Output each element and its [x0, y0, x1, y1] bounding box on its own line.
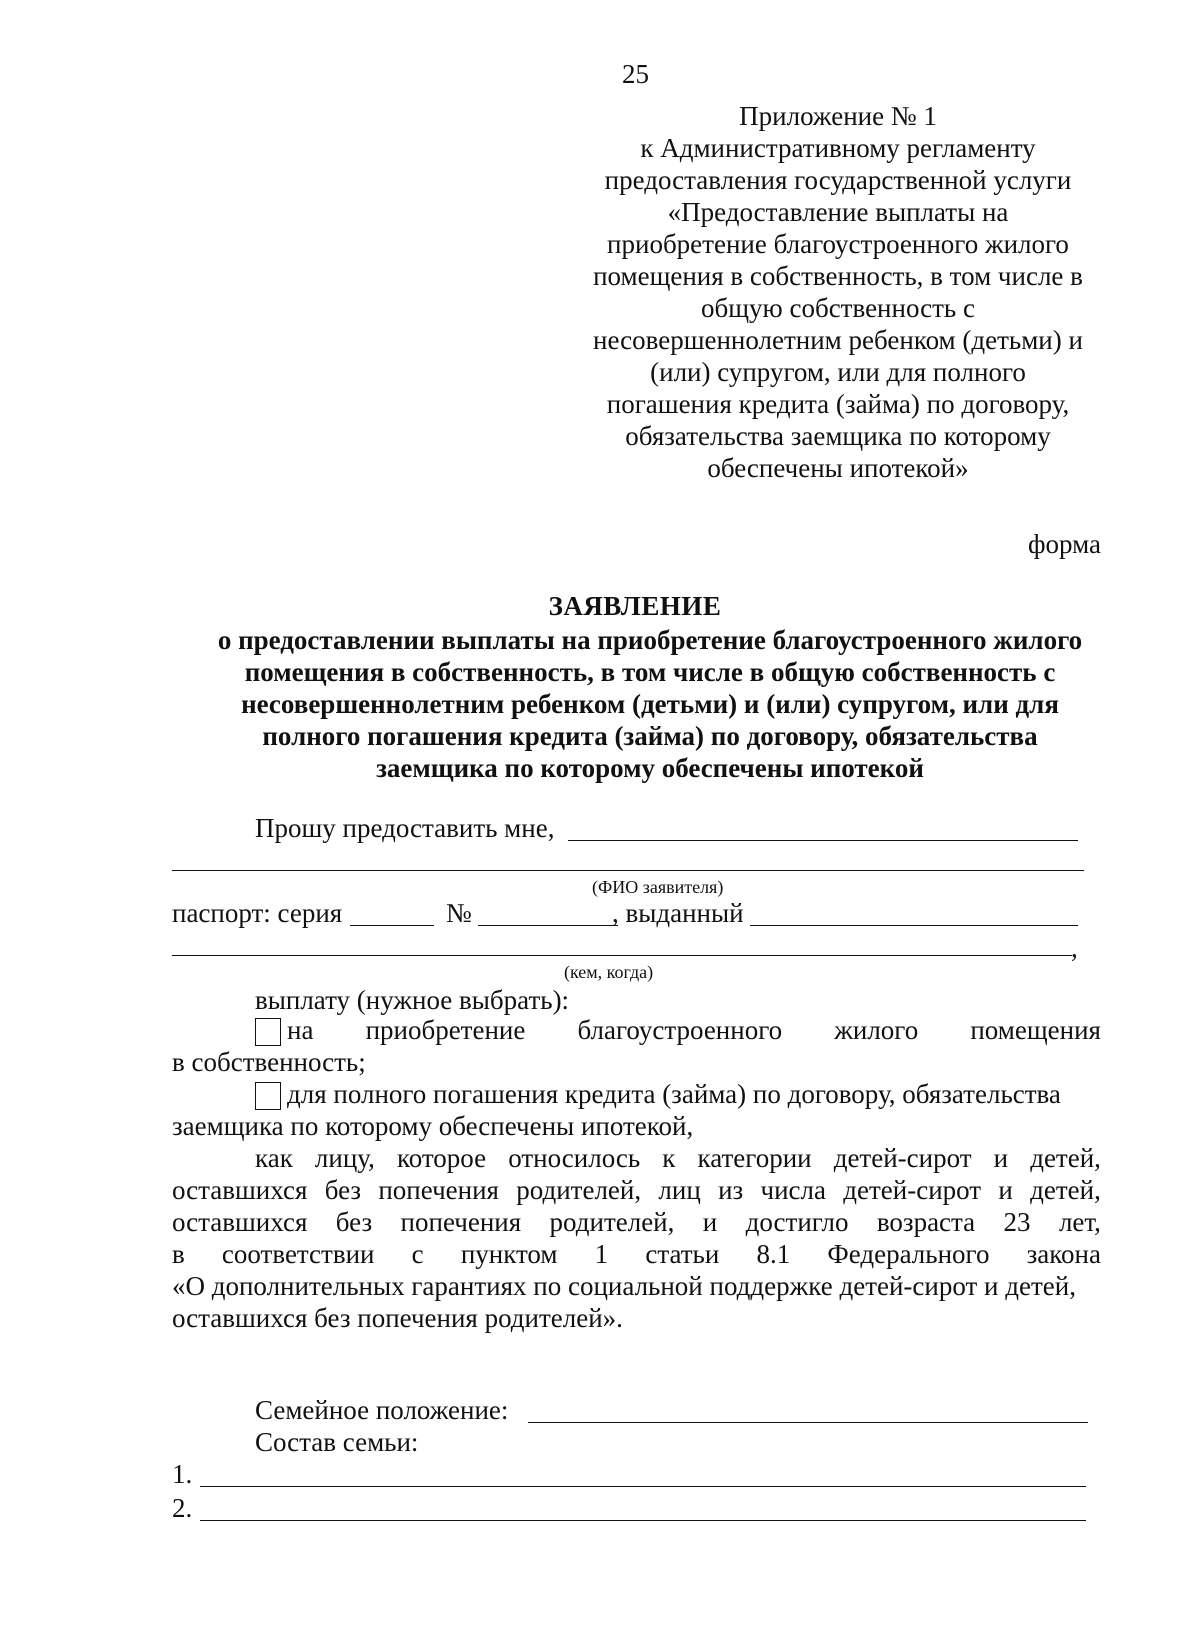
number-sign: № [446, 898, 472, 928]
word: статьи [645, 1239, 720, 1269]
payment-choice-intro: выплату (нужное выбрать): [255, 985, 570, 1015]
word: с [411, 1239, 424, 1269]
paragraph-line: оставшихся без попечения родителей». [172, 1303, 623, 1333]
word: лет, [1058, 1207, 1101, 1237]
passport-label: паспорт: серия [172, 898, 343, 928]
word: родителей, [516, 1175, 642, 1205]
appendix-line: приобретение благоустроенного жилого [607, 229, 1069, 259]
subtitle-line: о предоставлении выплаты на приобретение благоустроенного жилого [217, 625, 1083, 655]
appendix-line: обязательства заемщика по которому [625, 421, 1051, 451]
paragraph-line: «О дополнительных гарантиях по социальной поддержке детей-сирот и детей, [172, 1271, 1076, 1301]
word: и [993, 1143, 1009, 1173]
family-item-number: 1. [172, 1459, 193, 1489]
word: попечения [378, 1175, 499, 1205]
word: Федерального [827, 1239, 990, 1269]
family-member-field-2[interactable] [200, 1520, 1086, 1521]
passport-number-field[interactable] [478, 925, 618, 926]
paragraph-line [172, 1206, 1101, 1238]
word: в [172, 1239, 185, 1269]
subtitle-line: несовершеннолетним ребенком (детьми) и (или) супругом, или для [241, 689, 1059, 719]
who-when-caption: (кем, когда) [564, 962, 654, 982]
appendix-line: к Административному регламенту [640, 133, 1036, 163]
issued-label: , выданный [612, 898, 744, 928]
word: относилось [508, 1143, 641, 1173]
passport-series-field[interactable] [350, 925, 434, 926]
word: без [324, 1175, 362, 1205]
word: соответствии [221, 1239, 375, 1269]
word: на [287, 1015, 314, 1045]
form-label: форма [1028, 529, 1101, 559]
word: как [255, 1143, 293, 1173]
word: и [702, 1207, 718, 1237]
document-subtitle [150, 624, 1150, 784]
word: из [718, 1175, 744, 1205]
word: жилого [834, 1015, 919, 1045]
word: детей-сирот [843, 1175, 982, 1205]
applicant-name-field[interactable] [568, 840, 1078, 841]
request-prefix: Прошу предоставить мне, [255, 813, 555, 843]
appendix-line: общую собственность с [701, 293, 975, 323]
word: детей, [1030, 1143, 1101, 1173]
appendix-line: «Предоставление выплаты на [667, 197, 1009, 227]
paragraph-line [172, 1174, 1101, 1206]
word: благоустроенного [577, 1015, 783, 1045]
option-mortgage-line2: заемщика по которому обеспечены ипотекой, [172, 1111, 694, 1141]
document-title: ЗАЯВЛЕНИЕ [548, 591, 722, 621]
word: 23 [1003, 1207, 1031, 1237]
word: помещения [970, 1015, 1101, 1045]
option-purchase-line [287, 1014, 1101, 1046]
appendix-line: предоставления государственной услуги [604, 165, 1072, 195]
paragraph-line [255, 1142, 1101, 1174]
word: детей-сирот [833, 1143, 972, 1173]
word: попечения [400, 1207, 522, 1237]
applicant-name-field-cont[interactable] [172, 870, 1084, 871]
subtitle-line: заемщика по которому обеспечены ипотекой [376, 753, 924, 783]
appendix-line: погашения кредита (займа) по договору, [606, 389, 1070, 419]
word: оставшихся [172, 1175, 308, 1205]
option-purchase-checkbox[interactable] [255, 1018, 281, 1046]
word: возраста [876, 1207, 976, 1237]
word: лицу, [314, 1143, 375, 1173]
word: которое [396, 1143, 487, 1173]
word: 8.1 [756, 1239, 791, 1269]
word: без [335, 1207, 373, 1237]
page-number: 25 [622, 59, 649, 89]
word: приобретение [365, 1015, 526, 1045]
subtitle-line: помещения в собственность, в том числе в общую собственность с [244, 657, 1056, 687]
marital-status-label: Семейное положение: [255, 1395, 509, 1425]
appendix-line: обеспечены ипотекой» [707, 453, 969, 483]
appendix-line: Приложение № 1 [739, 101, 937, 131]
option-purchase-cont: в собственность; [172, 1047, 366, 1077]
option-mortgage-line1: для полного погашения кредита (займа) по договору, обязательства [287, 1079, 1061, 1109]
word: родителей, [549, 1207, 675, 1237]
marital-status-field[interactable] [528, 1422, 1088, 1423]
appendix-line: помещения в собственность, в том числе в [593, 261, 1083, 291]
paragraph-line [172, 1238, 1101, 1270]
appendix-block [578, 100, 1098, 484]
word: достигло [745, 1207, 849, 1237]
word: 1 [594, 1239, 609, 1269]
subtitle-line: полного погашения кредита (займа) по договору, обязательства [262, 721, 1038, 751]
word: детей, [1030, 1175, 1101, 1205]
fio-caption: (ФИО заявителя) [592, 877, 724, 897]
family-item-number: 2. [172, 1493, 193, 1523]
word: пунктом [460, 1239, 558, 1269]
word: закона [1026, 1239, 1101, 1269]
appendix-line: несовершеннолетним ребенком (детьми) и [593, 325, 1083, 355]
word: категории [697, 1143, 812, 1173]
word: к [662, 1143, 676, 1173]
word: числа [760, 1175, 826, 1205]
issued-comma: , [1071, 933, 1078, 963]
passport-issued-field[interactable] [750, 925, 1078, 926]
issued-by-field[interactable] [172, 955, 1072, 956]
word: оставшихся [172, 1207, 308, 1237]
appendix-line: (или) супругом, или для полного [650, 357, 1026, 387]
word: лиц [658, 1175, 701, 1205]
word: и [998, 1175, 1013, 1205]
family-member-field-1[interactable] [200, 1486, 1086, 1487]
family-composition-label: Состав семьи: [255, 1427, 419, 1457]
option-mortgage-checkbox[interactable] [255, 1082, 281, 1110]
